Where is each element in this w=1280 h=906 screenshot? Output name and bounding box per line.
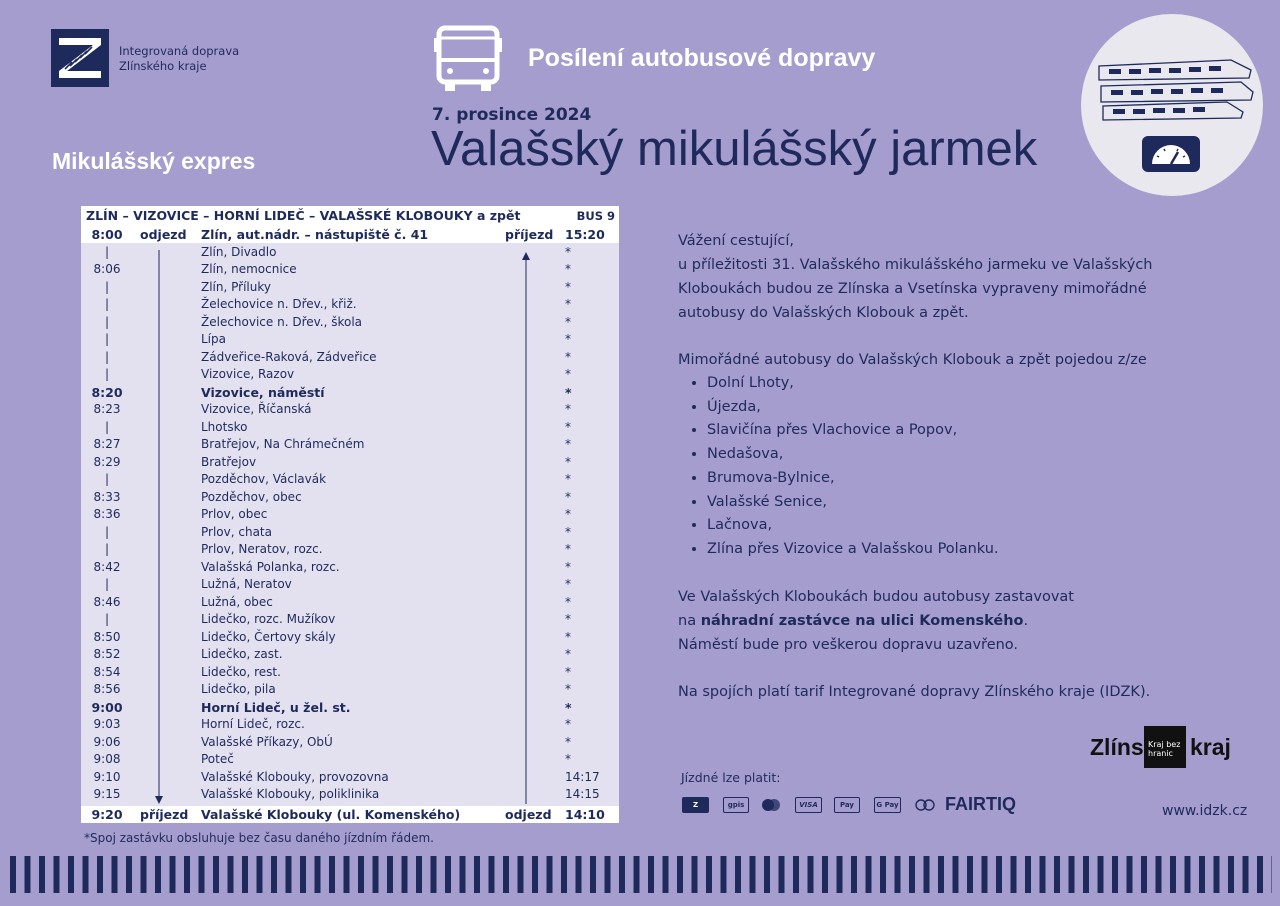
stop-name: Horní Lideč, rozc. <box>201 717 305 731</box>
stop-name: Valašské Klobouky (ul. Komenského) <box>201 807 461 822</box>
stripe <box>387 856 393 893</box>
id-card-icon <box>913 797 937 813</box>
stripe <box>1011 856 1017 893</box>
gpis-icon: gpis <box>723 797 749 813</box>
stripe <box>1141 856 1147 893</box>
stripe <box>1098 856 1104 893</box>
stop-name: Lidečko, rest. <box>201 664 281 679</box>
stripe <box>213 856 219 893</box>
arrival-label: příjezd <box>505 227 554 242</box>
stripe <box>880 856 886 893</box>
bus-line: BUS 9 <box>576 209 615 223</box>
stop-name: Zlín, Divadlo <box>201 244 277 259</box>
logo-text <box>119 44 239 74</box>
stripe <box>1257 856 1263 893</box>
departure-time: | <box>104 332 110 346</box>
stripe <box>271 856 277 893</box>
departure-time: 8:52 <box>93 647 121 661</box>
return-time: 14:10 <box>565 807 605 822</box>
stripe <box>692 856 698 893</box>
departure-time: 8:50 <box>93 629 121 644</box>
return-time: * <box>565 489 571 504</box>
stripe <box>837 856 843 893</box>
stop-name: Zlín, nemocnice <box>201 262 297 276</box>
stop-name: Horní Lideč, u žel. st. <box>201 699 351 715</box>
stripe <box>1025 856 1031 893</box>
return-time: * <box>565 437 571 451</box>
event-date: 7. prosince 2024 <box>432 105 592 125</box>
stripe <box>1243 856 1249 893</box>
return-time: * <box>565 594 571 609</box>
list-item: • Nedašova, <box>707 443 1198 467</box>
stop-name: Zlín, Příluky <box>201 279 271 294</box>
return-time: * <box>565 629 571 644</box>
return-time: * <box>565 279 571 294</box>
stripe <box>358 856 364 893</box>
stripe <box>112 856 118 893</box>
stripe <box>54 856 60 893</box>
expres-subtitle: Mikulášský expres <box>52 148 256 174</box>
return-time: * <box>565 752 571 766</box>
return-time: * <box>565 542 571 556</box>
return-time: * <box>565 402 571 416</box>
bottom-stripes <box>10 856 1272 893</box>
stripe <box>39 856 45 893</box>
departure-time: | <box>104 419 110 434</box>
stripe <box>1083 856 1089 893</box>
stop-name: Pozděchov, obec <box>201 489 302 504</box>
stripe <box>489 856 495 893</box>
return-time: * <box>565 332 571 346</box>
zlinsky-kraj-logo <box>1090 726 1240 770</box>
departure-time: | <box>104 367 110 381</box>
stop-name: Lužná, Neratov <box>201 577 292 591</box>
stripe <box>199 856 205 893</box>
return-time: 15:20 <box>565 227 605 242</box>
stripe <box>315 856 321 893</box>
stripe <box>938 856 944 893</box>
stripe <box>750 856 756 893</box>
info-text <box>678 229 1198 704</box>
id-circles-icon <box>913 797 937 813</box>
departure-time: | <box>104 279 110 294</box>
stop-name: Poteč <box>201 752 234 766</box>
logo-line2: Zlínského kraje <box>119 59 207 73</box>
stripe <box>25 856 31 893</box>
mastercard-circles-icon <box>759 797 783 813</box>
stripe <box>1112 856 1118 893</box>
stripe <box>924 856 930 893</box>
return-time: * <box>565 262 571 276</box>
departure-time: 9:06 <box>93 734 121 749</box>
route-name: ZLÍN – VIZOVICE – HORNÍ LIDEČ – VALAŠSKÉ KLOBOUKY a zpět <box>86 208 521 223</box>
idzk-card-icon: Z <box>682 797 709 813</box>
stop-name: Želechovice n. Dřev., křiž. <box>201 297 357 311</box>
departure-time: 8:54 <box>93 664 121 679</box>
stripe <box>474 856 480 893</box>
stripe <box>373 856 379 893</box>
departure-time: 9:08 <box>93 752 121 766</box>
stripe <box>170 856 176 893</box>
stripe <box>895 856 901 893</box>
stripe <box>967 856 973 893</box>
departure-time: | <box>104 577 110 591</box>
stop-name: Valašské Klobouky, provozovna <box>201 769 389 784</box>
stop-name: Lhotsko <box>201 419 248 434</box>
stripe <box>431 856 437 893</box>
timetable <box>81 206 619 821</box>
stop-name: Lidečko, Čertovy skály <box>201 629 336 644</box>
return-time: * <box>565 577 571 591</box>
stripe <box>344 856 350 893</box>
stripe <box>721 856 727 893</box>
stop-name: Zlín, aut.nádr. – nástupiště č. 41 <box>201 227 429 242</box>
stripe <box>648 856 654 893</box>
list-item: • Lačnova, <box>707 514 1198 538</box>
footnote: *Spoj zastávku obsluhuje bez času daného jízdním řádem. <box>84 831 434 845</box>
departure-time: 8:56 <box>93 682 121 696</box>
tariff-info: Na spojích platí tarif Integrované dopravy Zlínského kraje (IDZK). <box>678 683 1151 700</box>
brand-kraj: kraj <box>1190 734 1231 760</box>
stop-name: Prlov, obec <box>201 507 268 521</box>
stop-name: Valašské Klobouky, poliklinika <box>201 787 380 801</box>
stripe <box>764 856 770 893</box>
stripe <box>590 856 596 893</box>
departure-time: 9:10 <box>93 769 121 784</box>
list-item: • Brumova-Bylnice, <box>707 467 1198 491</box>
stripe <box>1214 856 1220 893</box>
main-title: Valašský mikulášský jarmek <box>431 122 1038 176</box>
idzk-z-icon <box>51 29 109 87</box>
payment-label: Jízdné lze platit: <box>681 770 781 785</box>
return-time: * <box>565 612 571 626</box>
stripe <box>605 856 611 893</box>
stripe <box>822 856 828 893</box>
stop-name: Vizovice, Říčanská <box>201 402 312 416</box>
stop-name: Vizovice, Razov <box>201 367 295 381</box>
stripe <box>460 856 466 893</box>
stripe <box>518 856 524 893</box>
departure-time: | <box>104 297 110 311</box>
list-item: • Slavičína přes Vlachovice a Popov, <box>707 419 1198 443</box>
stripe <box>155 856 161 893</box>
stripe <box>257 856 263 893</box>
stop-info-post: . <box>1023 612 1029 629</box>
departure-time: 8:36 <box>93 507 121 521</box>
stripe <box>735 856 741 893</box>
town-list <box>678 372 1198 562</box>
stripe <box>1156 856 1162 893</box>
stop-name: Valašské Příkazy, ObÚ <box>201 734 333 749</box>
departure-time: 8:27 <box>93 437 121 451</box>
stripe <box>1185 856 1191 893</box>
departure-time: 8:20 <box>91 384 123 400</box>
stripe <box>1272 856 1273 893</box>
closure-info: Náměstí bude pro veškerou dopravu uzavřeno. <box>678 636 1019 653</box>
visa-icon: VISA <box>795 797 822 813</box>
stripe <box>1228 856 1234 893</box>
return-time: * <box>565 524 571 539</box>
stop-info-bold: náhradní zastávce na ulici Komenského <box>700 612 1024 629</box>
stripe <box>547 856 553 893</box>
apple-pay-icon: Pay <box>834 797 860 813</box>
stripe <box>663 856 669 893</box>
stripe <box>503 856 509 893</box>
stripe <box>851 856 857 893</box>
stop-name: Bratřejov, Na Chrámečném <box>201 437 365 451</box>
departure-time: 9:03 <box>93 717 121 731</box>
brand-zlins: Zlíns <box>1090 734 1144 760</box>
stripe <box>286 856 292 893</box>
stripe <box>141 856 147 893</box>
return-time: 14:15 <box>565 787 600 801</box>
stripe <box>706 856 712 893</box>
stripe <box>416 856 422 893</box>
stripe <box>184 856 190 893</box>
stripe <box>996 856 1002 893</box>
return-time: * <box>565 699 572 715</box>
stripe <box>242 856 248 893</box>
stripe <box>793 856 799 893</box>
departure-time: 8:33 <box>93 489 121 504</box>
list-item: • Újezda, <box>707 396 1198 420</box>
stripe <box>300 856 306 893</box>
return-time: * <box>565 367 571 381</box>
departure-time: 8:29 <box>93 454 121 469</box>
stop-name: Lužná, obec <box>201 594 273 609</box>
return-time: * <box>565 472 571 486</box>
stripe <box>677 856 683 893</box>
stripe <box>779 856 785 893</box>
stripe <box>866 856 872 893</box>
departure-label: odjezd <box>505 807 552 822</box>
direction-arrows <box>81 206 619 821</box>
stop-name: Lípa <box>201 332 226 346</box>
return-time: * <box>565 419 571 434</box>
return-time: * <box>565 647 571 661</box>
google-pay-icon: G Pay <box>874 797 901 813</box>
stripe <box>808 856 814 893</box>
arrival-time: 9:20 <box>91 807 123 822</box>
website-link[interactable]: www.idzk.cz <box>1162 803 1248 819</box>
return-time: 14:17 <box>565 769 600 784</box>
stripe <box>619 856 625 893</box>
arrival-label: příjezd <box>140 807 189 822</box>
routes-intro: Mimořádné autobusy do Valašských Klobouk a zpět pojedou z/ze <box>678 352 1147 368</box>
stripe <box>68 856 74 893</box>
departure-label: odjezd <box>140 227 187 242</box>
list-item: • Valašské Senice, <box>707 491 1198 515</box>
return-time: * <box>565 244 571 259</box>
departure-time: 8:06 <box>93 262 121 276</box>
return-time: * <box>565 384 572 400</box>
stripe <box>83 856 89 893</box>
logo-line1: Integrovaná doprava <box>119 44 240 58</box>
stop-name: Valašská Polanka, rozc. <box>201 559 340 574</box>
stripe <box>329 856 335 893</box>
stripe <box>561 856 567 893</box>
stripe <box>1054 856 1060 893</box>
return-time: * <box>565 297 571 311</box>
banner-title: Posílení autobusové dopravy <box>528 44 876 72</box>
departure-time: | <box>104 472 110 486</box>
departure-time: | <box>104 314 110 329</box>
fairtiq-logo: FAIRTIQ <box>945 794 1016 814</box>
departure-time: | <box>104 524 110 539</box>
stripe <box>634 856 640 893</box>
stop-info-1: Ve Valašských Kloboukách budou autobusy zastavovat <box>678 588 1074 605</box>
stripe <box>982 856 988 893</box>
return-time: * <box>565 682 571 696</box>
stripe <box>1170 856 1176 893</box>
departure-time: 8:46 <box>93 594 121 609</box>
idzk-logo <box>51 29 109 87</box>
stripe <box>909 856 915 893</box>
return-time: * <box>565 664 571 679</box>
stripe <box>532 856 538 893</box>
stripe <box>10 856 16 893</box>
departure-time: | <box>104 542 110 556</box>
greeting: Vážení cestující, <box>678 233 795 249</box>
departure-time: 9:15 <box>93 787 121 801</box>
stripe <box>126 856 132 893</box>
list-item: • Dolní Lhoty, <box>707 372 1198 396</box>
departure-time: | <box>104 349 110 364</box>
stop-name: Želechovice n. Dřev., škola <box>201 314 363 329</box>
return-time: * <box>565 454 571 469</box>
stop-name: Zádveřice-Raková, Zádveřice <box>201 349 377 364</box>
stripe <box>97 856 103 893</box>
stripe <box>402 856 408 893</box>
return-time: * <box>565 314 571 329</box>
stop-name: Lidečko, pila <box>201 682 276 696</box>
departure-time: 9:00 <box>91 699 123 715</box>
stop-name: Bratřejov <box>201 454 257 469</box>
stop-name: Lidečko, zast. <box>201 647 283 661</box>
stop-name: Lidečko, rozc. Mužíkov <box>201 612 336 626</box>
stop-name: Pozděchov, Václavák <box>201 472 327 486</box>
stripe <box>1127 856 1133 893</box>
stripe <box>1040 856 1046 893</box>
departure-time: | <box>104 244 110 259</box>
stripe <box>445 856 451 893</box>
bus-icon <box>430 24 506 94</box>
mastercard-icon <box>759 797 783 813</box>
scale-icon <box>1138 134 1204 174</box>
stop-name: Prlov, Neratov, rozc. <box>201 542 323 556</box>
list-item: • Zlína přes Vizovice a Valašskou Polanku. <box>707 538 1198 562</box>
return-time: * <box>565 734 571 749</box>
stripe <box>1199 856 1205 893</box>
stop-info-pre: na <box>678 612 701 629</box>
stripe <box>576 856 582 893</box>
return-time: * <box>565 507 571 521</box>
return-time: * <box>565 559 571 574</box>
stop-name: Vizovice, náměstí <box>201 384 325 400</box>
stripe <box>1069 856 1075 893</box>
intro-paragraph: u příležitosti 31. Valašského mikulášského jarmeku ve Valašských Kloboukách budou ze Zlínska a Vsetínska vypraveny mimořádné autobusy do Valašských Klobouk a zpět. <box>678 257 1153 321</box>
departure-time: | <box>104 612 110 626</box>
departure-time: 8:00 <box>91 227 123 242</box>
departure-time: 8:42 <box>93 559 121 574</box>
stripe <box>953 856 959 893</box>
return-time: * <box>565 717 571 731</box>
stop-name: Prlov, chata <box>201 524 272 539</box>
stop-info-2 <box>678 609 1198 633</box>
departure-time: 8:23 <box>93 402 121 416</box>
stripe <box>228 856 234 893</box>
return-time: * <box>565 349 571 364</box>
brand-box: Kraj bez hranic <box>1144 726 1186 768</box>
